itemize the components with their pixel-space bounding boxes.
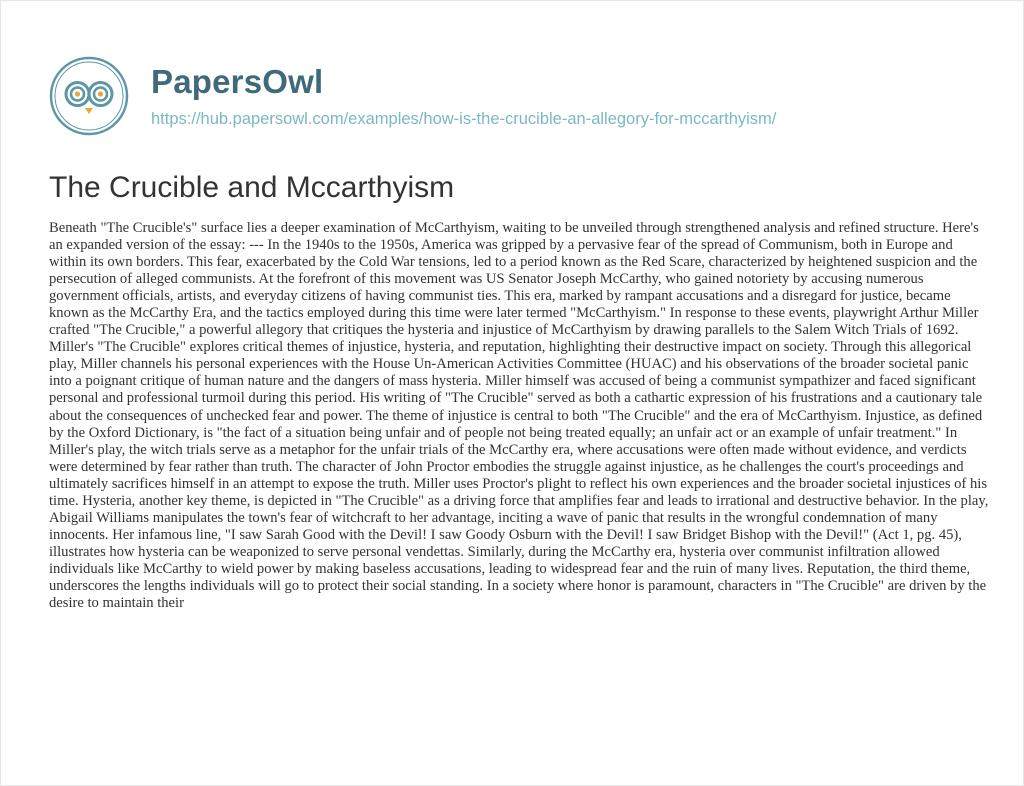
source-url-link[interactable]: https://hub.papersowl.com/examples/how-is-the-crucible-an-allegory-for-mccarthyism/: [151, 110, 777, 128]
essay-body-text: Beneath "The Crucible's" surface lies a deeper examination of McCarthyism, waiting to be unveiled through strengthened analysis and refined structure. Here's an expanded version of the essay: --- In the 1940s to the 1950s, America was gripped by a pervasive fear of the spread of Communism, both in Europe and within its own borders. This fear, exacerbated by the Cold War tensions, led to a period known as the Red Scare, characterized by heightened suspicion and the persecution of alleged communists. At the forefront of this movement was US Senator Joseph McCarthy, who gained notoriety by accusing numerous government officials, artists, and everyday citizens of having communist ties. This era, marked by rampant accusations and a disregard for justice, became known as the McCarthy Era, and the tactics employed during this time were later termed "McCarthyism." In response to these events, playwright Arthur Miller crafted "The Crucible," a powerful allegory that critiques the hysteria and injustice of McCarthyism by drawing parallels to the Salem Witch Trials of 1692. Miller's "The Crucible" explores critical themes of injustice, hysteria, and reputation, highlighting their destructive impact on society. Through this allegorical play, Miller channels his personal experiences with the House Un-American Activities Committee (HUAC) and his observations of the broader societal panic into a poignant critique of human nature and the dangers of mass hysteria. Miller himself was accused of being a communist sympathizer and faced significant personal and professional turmoil during this period. His writing of "The Crucible" served as both a cathartic expression of his frustrations and a cautionary tale about the consequences of unchecked fear and power. The theme of injustice is central to both "The Crucible" and the era of McCarthyism. Injustice, as defined by the Oxford Dictionary, is "the fact of a situation being unfair and of people not being treated equally; an unfair act or an example of unfair treatment." In Miller's play, the witch trials serve as a metaphor for the unfair trials of the McCarthy era, where accusations were often made without evidence, and verdicts were determined by fear rather than truth. The character of John Proctor embodies the struggle against injustice, as he challenges the court's proceedings and ultimately sacrifices himself in an attempt to expose the truth. Miller uses Proctor's plight to reflect his own experiences and the broader societal injustices of his time. Hysteria, another key theme, is depicted in "The Crucible" as a driving force that amplifies fear and leads to irrational and destructive behavior. In the play, Abigail Williams manipulates the town's fear of witchcraft to her advantage, inciting a wave of panic that results in the wrongful condemnation of many innocents. Her infamous line, "I saw Sarah Good with the Devil! I saw Goody Osburn with the Devil! I saw Bridget Bishop with the Devil!" (Act 1, pg. 45), illustrates how hysteria can be weaponized to serve personal vendettas. Similarly, during the McCarthy era, hysteria over communist infiltration allowed individuals like McCarthy to wield power by making baseless accusations, leading to widespread fear and the ruin of many lives. Reputation, the third theme, underscores the lengths individuals will go to protect their social standing. In a society where honor is paramount, characters in "The Crucible" are driven by the desire to maintain their: [49, 220, 989, 612]
brand-block: [151, 62, 776, 130]
page-title: The Crucible and Mccarthyism: [49, 171, 455, 204]
site-header: [49, 56, 776, 136]
brand-name: PapersOwl: [151, 63, 324, 100]
owl-logo-icon[interactable]: [49, 56, 129, 136]
